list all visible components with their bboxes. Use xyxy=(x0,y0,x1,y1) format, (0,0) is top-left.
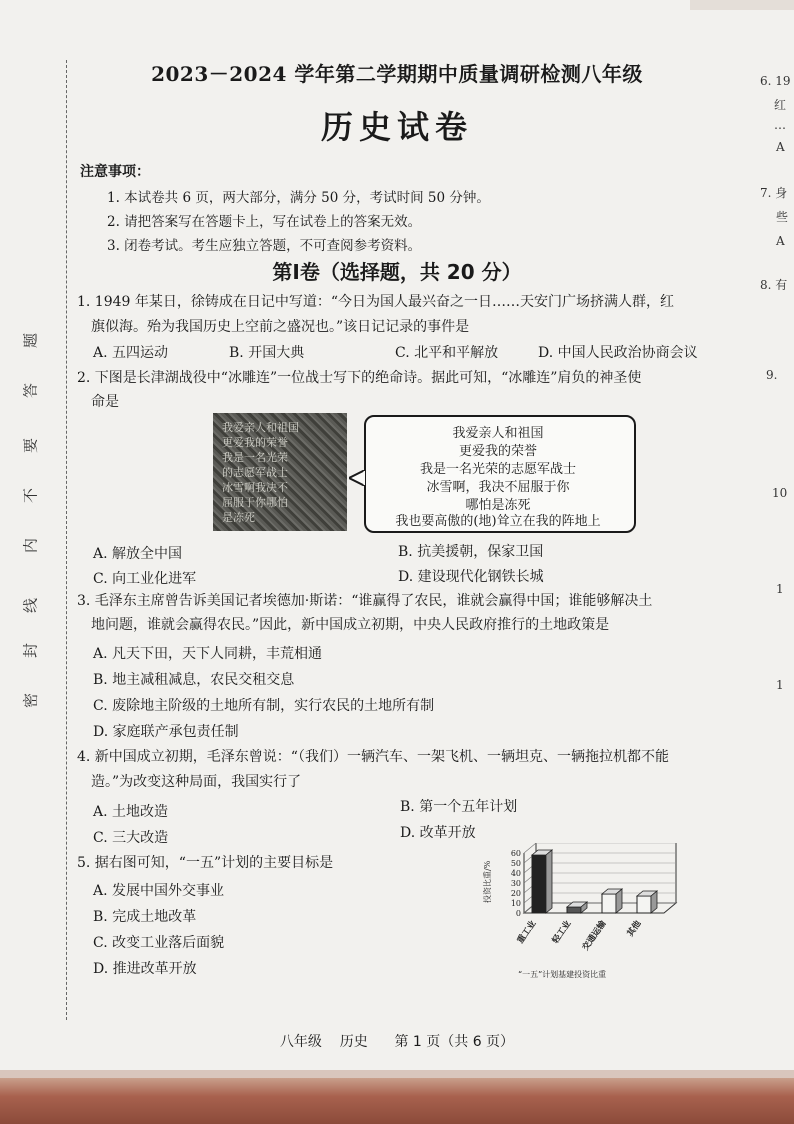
q4-option-a: A. 土地改造 xyxy=(93,804,169,820)
chart-title: “一五”计划基建投资比重 xyxy=(518,970,607,979)
right-fragment: 8. 有 xyxy=(760,278,788,292)
question-2-line-1: 2. 下图是长津湖战役中“冰雕连”一位战士写下的绝命诗。据此可知，“冰雕连”肩负的神圣使 xyxy=(77,370,642,386)
q3-option-d: D. 家庭联产承包责任制 xyxy=(93,724,239,740)
question-1-line-1: 1. 1949 年某日，徐铸成在日记中写道：“今日为国人最兴奋之一日……天安门广场挤满人群，红 xyxy=(77,294,675,310)
q2-option-d: D. 建设现代化钢铁长城 xyxy=(398,569,544,585)
side-char: 题 xyxy=(21,333,40,349)
right-fragment: 红 xyxy=(774,98,787,112)
side-char: 线 xyxy=(21,598,40,614)
x-tick-label: 重工业 xyxy=(515,918,539,946)
binding-line xyxy=(66,60,67,1020)
right-fragment: 1 xyxy=(776,582,784,596)
exam-title: 2023－2024 学年第二学期期中质量调研检测八年级 xyxy=(151,62,643,86)
x-tick-label: 交通运输 xyxy=(580,918,609,953)
bar-1 xyxy=(532,855,546,913)
investment-chart xyxy=(480,843,680,983)
question-3-line-2: 地问题，谁就会赢得农民。”因此，新中国成立初期，中央人民政府推行的土地政策是 xyxy=(91,617,610,633)
bar-side-1 xyxy=(546,850,552,913)
question-5-line-1: 5. 据右图可知，“一五”计划的主要目标是 xyxy=(77,855,334,871)
notice-item: 3. 闭卷考试。考生应独立答题，不可查阅参考资料。 xyxy=(107,238,422,254)
q2-option-c: C. 向工业化进军 xyxy=(93,571,197,587)
side-char: 内 xyxy=(21,538,40,554)
scan-edge-top xyxy=(690,0,794,10)
bar-2 xyxy=(567,907,581,913)
q1-option-d: D. 中国人民政治协商会议 xyxy=(538,345,698,361)
y-tick-label: 40 xyxy=(510,869,521,878)
q5-option-d: D. 推进改革开放 xyxy=(93,961,197,977)
y-tick-label: 10 xyxy=(510,899,521,908)
photo-handwriting: 我爱亲人和祖国 更爱我的荣誉 我是一名光荣 的志愿军战士 冰雪啊我决不 屈服于你哪怕 是冻死 xyxy=(222,421,299,524)
right-fragment: 1 xyxy=(776,678,784,692)
x-tick-label: 轻工业 xyxy=(550,918,574,946)
footer-grade: 八年级 xyxy=(279,1034,322,1050)
q4-option-c: C. 三大改造 xyxy=(93,830,169,846)
right-fragment: 10 xyxy=(772,486,788,500)
right-fragment: 7. 身 xyxy=(760,186,788,200)
side-char: 答 xyxy=(21,383,40,399)
footer-subject: 历史 xyxy=(339,1034,368,1050)
poem-line: 哪怕是冻死 xyxy=(465,498,531,513)
y-axis-label: 投资比重/% xyxy=(483,860,492,903)
side-char: 要 xyxy=(21,438,40,454)
right-fragment: 些 xyxy=(776,210,789,224)
scan-edge-bottom xyxy=(0,1078,794,1124)
poem-line: 我是一名光荣的志愿军战士 xyxy=(419,462,576,477)
side-char: 不 xyxy=(21,488,40,504)
bar-4 xyxy=(637,896,651,913)
q5-option-a: A. 发展中国外交事业 xyxy=(93,883,225,899)
poem-line: 我也要高傲的(地)耸立在我的阵地上 xyxy=(395,514,601,529)
question-2-line-2: 命是 xyxy=(91,394,119,410)
y-tick-label: 0 xyxy=(515,909,521,918)
notice-item: 1. 本试卷共 6 页，两大部分，满分 50 分，考试时间 50 分钟。 xyxy=(107,190,490,206)
y-tick-label: 50 xyxy=(510,859,521,868)
y-tick-label: 60 xyxy=(510,849,521,858)
q2-option-b: B. 抗美援朝，保家卫国 xyxy=(398,544,544,560)
question-4-line-2: 造。”为改变这种局面，我国实行了 xyxy=(91,774,302,790)
section-title: 第Ⅰ卷（选择题，共 20 分） xyxy=(272,260,522,284)
x-tick-label: 其他 xyxy=(625,918,644,939)
right-fragment: A xyxy=(776,234,785,248)
q4-option-d: D. 改革开放 xyxy=(400,825,476,841)
footer-page: 第 1 页（共 6 页） xyxy=(394,1034,515,1050)
notice-item: 2. 请把答案写在答题卡上，写在试卷上的答案无效。 xyxy=(107,214,422,230)
q3-option-b: B. 地主减租减息，农民交租交息 xyxy=(93,672,295,688)
y-tick-label: 30 xyxy=(510,879,521,888)
q1-option-b: B. 开国大典 xyxy=(229,345,305,361)
right-fragment: A xyxy=(776,140,785,154)
bar-3 xyxy=(602,894,616,913)
q3-option-a: A. 凡天下田，天下人同耕，丰荒相通 xyxy=(93,646,323,662)
right-fragment: 6. 19 xyxy=(760,74,791,88)
question-4-line-1: 4. 新中国成立初期，毛泽东曾说：“（我们）一辆汽车、一架飞机、一辆坦克、一辆拖拉机都不能 xyxy=(77,749,669,765)
poem-line: 我爱亲人和祖国 xyxy=(452,426,544,441)
question-3-line-1: 3. 毛泽东主席曾告诉美国记者埃德加·斯诺：“谁赢得了农民，谁就会赢得中国；谁能够解决土 xyxy=(77,593,653,609)
side-char: 封 xyxy=(21,643,40,659)
q5-option-b: B. 完成土地改革 xyxy=(93,909,197,925)
q4-option-b: B. 第一个五年计划 xyxy=(400,799,518,815)
notice-heading: 注意事项： xyxy=(80,164,150,180)
side-char: 密 xyxy=(21,693,40,709)
question-1-line-2: 旗似海。殆为我国历史上空前之盛况也。”该日记记录的事件是 xyxy=(91,319,470,335)
right-fragment: … xyxy=(774,118,786,132)
right-fragment: 9. xyxy=(766,368,778,382)
poem-line: 冰雪啊，我决不屈服于你 xyxy=(426,480,570,495)
q1-option-c: C. 北平和平解放 xyxy=(395,345,499,361)
q3-option-c: C. 废除地主阶级的土地所有制，实行农民的土地所有制 xyxy=(93,698,435,714)
q2-option-a: A. 解放全中国 xyxy=(93,546,183,562)
grid-diagonal xyxy=(524,843,536,853)
y-tick-label: 20 xyxy=(510,889,521,898)
q1-option-a: A. 五四运动 xyxy=(93,345,169,361)
poem-line: 更爱我的荣誉 xyxy=(458,444,537,459)
subject-title: 历史试卷 xyxy=(320,108,473,146)
poem-callout-tail xyxy=(349,470,365,486)
page-footer xyxy=(0,1031,794,1051)
q5-option-c: C. 改变工业落后面貌 xyxy=(93,935,225,951)
